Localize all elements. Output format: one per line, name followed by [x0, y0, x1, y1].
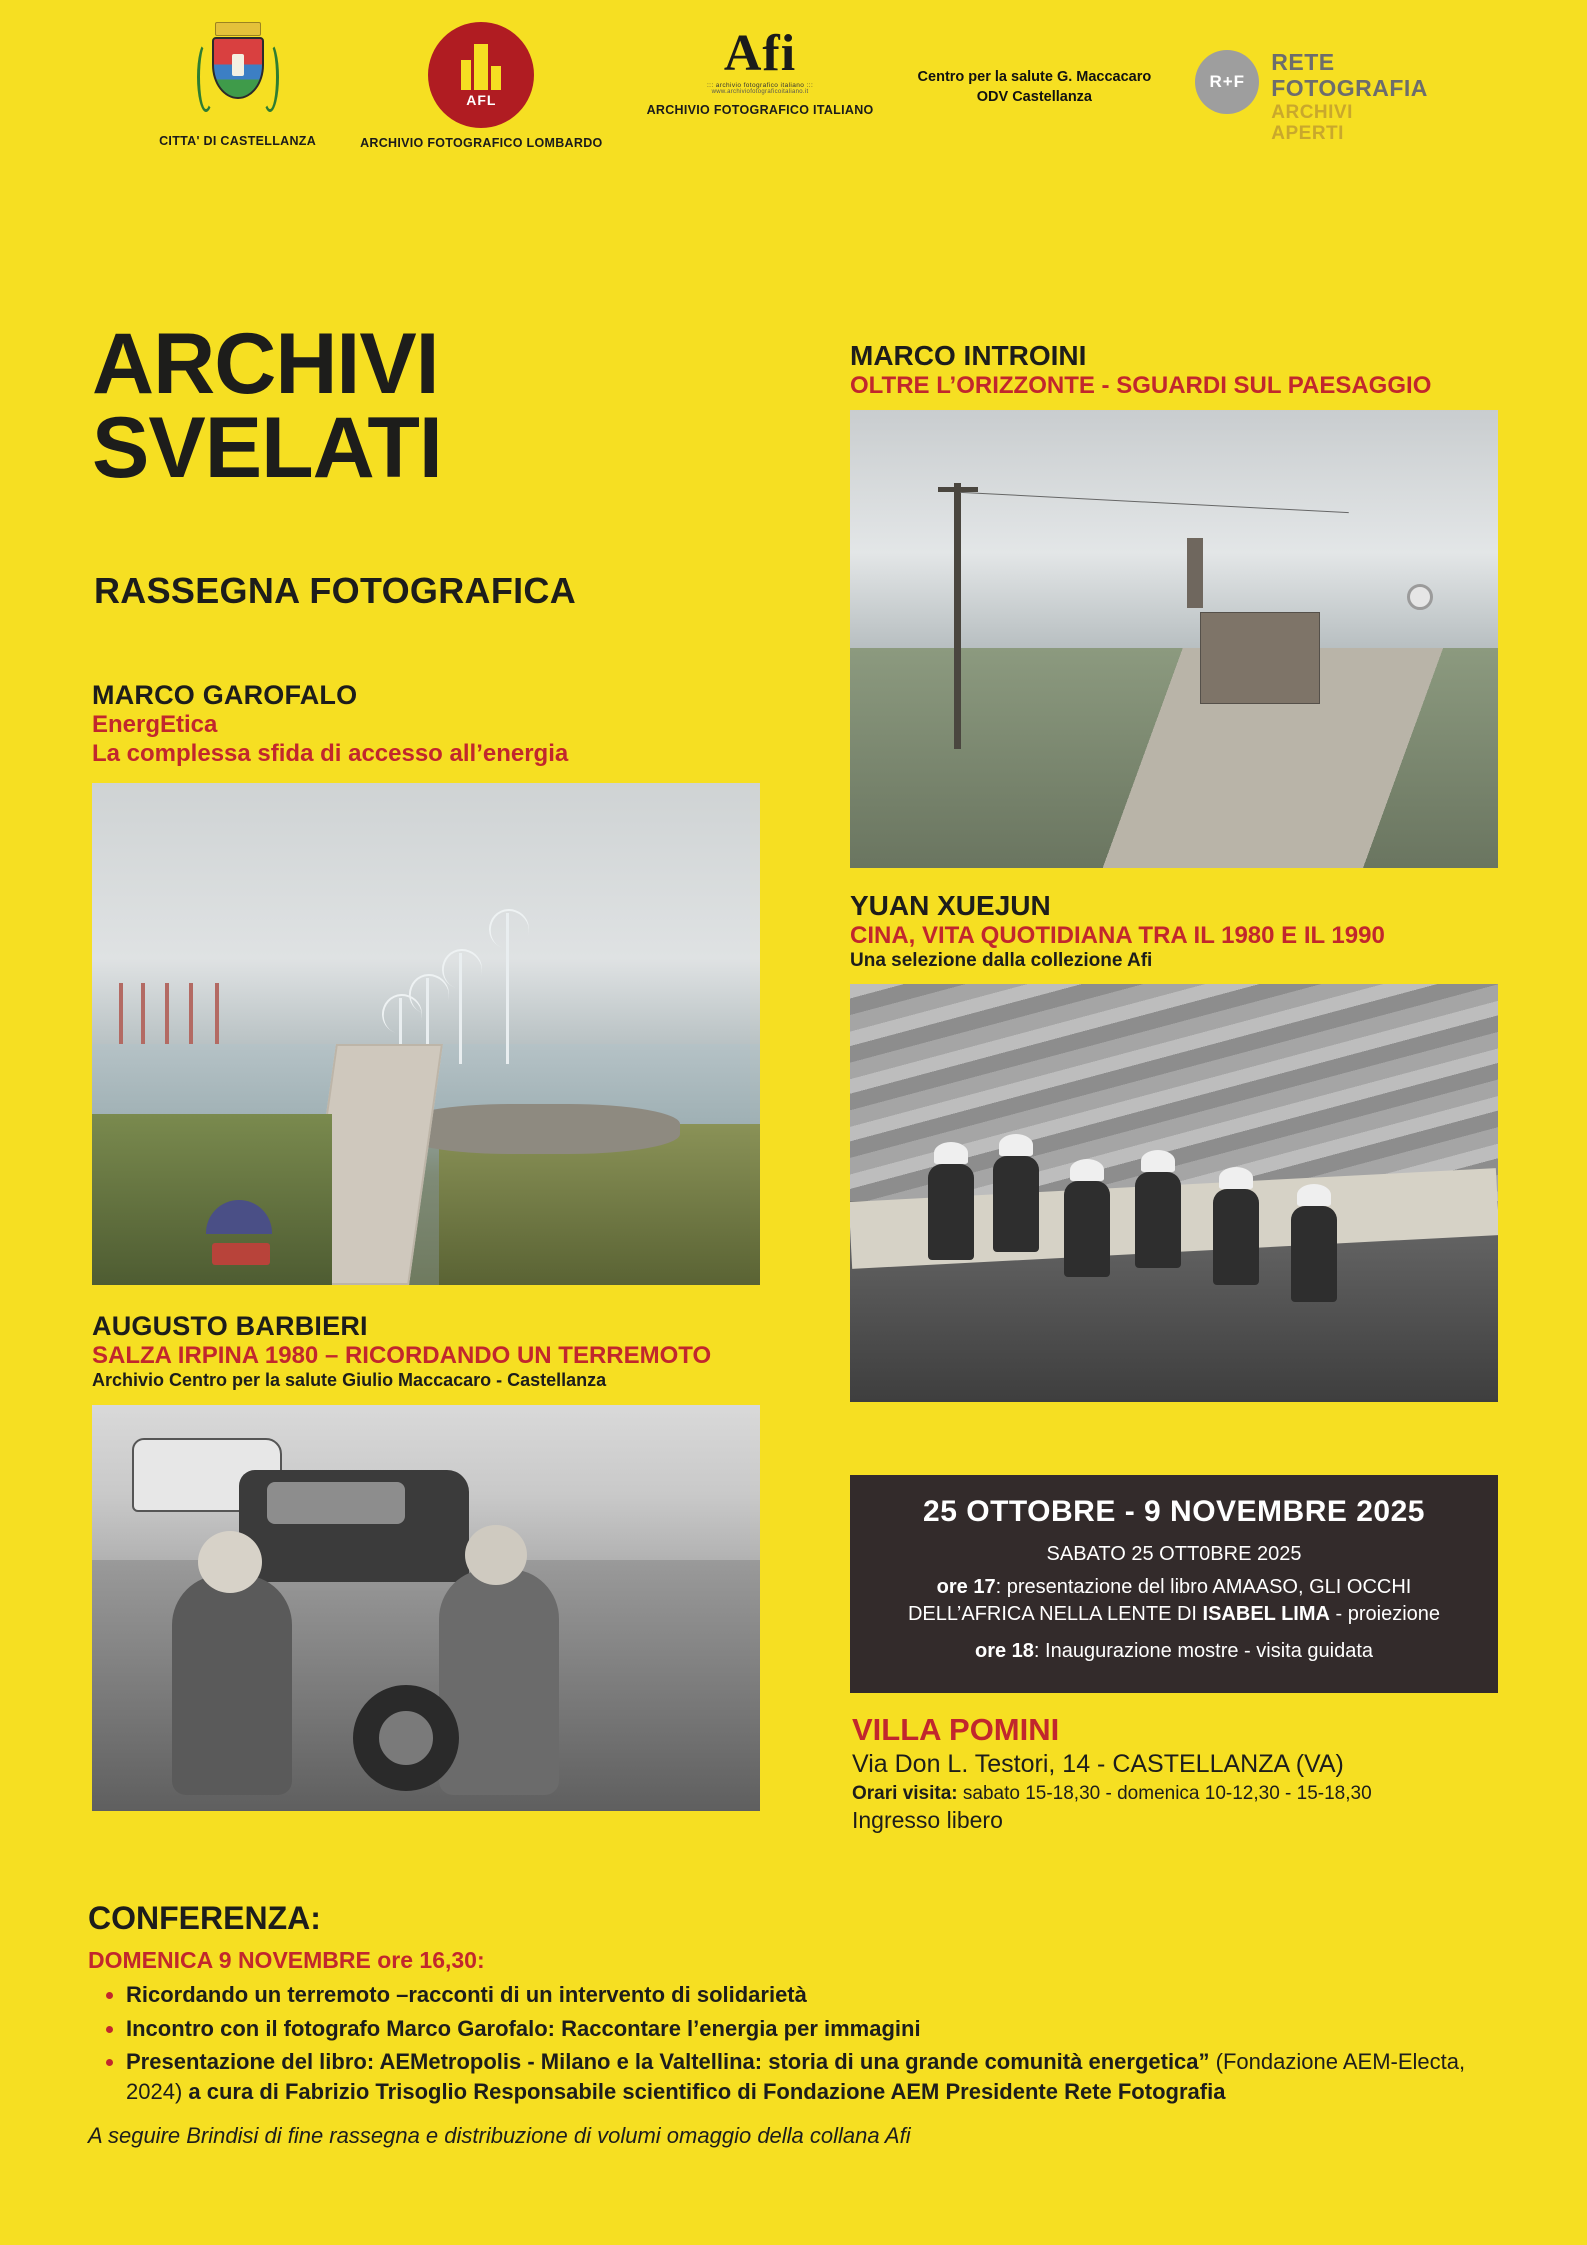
event-1-highlight: ISABEL LIMA: [1202, 1603, 1330, 1626]
artist-name: AUGUSTO BARBIERI: [92, 1310, 368, 1341]
rete-line-4: APERTI: [1271, 122, 1344, 144]
exhibition-barbieri: [92, 1311, 760, 1812]
event-2: [872, 1640, 1476, 1663]
rural-road-landscape-photo: [850, 410, 1498, 868]
conference-item-publisher: (Fondazione AEM-Electa, 2024): [126, 2049, 1466, 2105]
afi-word: Afi: [723, 25, 797, 82]
city-crest-icon: [195, 22, 281, 126]
right-column: [850, 340, 1498, 1402]
venue-free-entry: Ingresso libero: [852, 1807, 1003, 1833]
afi-url: www.archiviofotograficoitaliano.it: [711, 89, 809, 95]
page-title: [92, 316, 442, 497]
logo-caption: ARCHIVIO FOTOGRAFICO LOMBARDO: [360, 136, 603, 150]
event-2-text: : Inaugurazione mostre - visita guidata: [1033, 1640, 1373, 1663]
logo-rete-fotografia: [1173, 22, 1450, 144]
venue-name: VILLA POMINI: [852, 1712, 1060, 1747]
artist-name: MARCO INTROINI: [850, 340, 1087, 371]
afi-logo-icon: [685, 25, 835, 95]
date-range: 25 OTTOBRE - 9 NOVEMBRE 2025: [923, 1495, 1425, 1528]
date-panel: [850, 1475, 1498, 1693]
conference-item-text: Incontro con il fotografo Marco Garofalo: Raccontare l’energia per immagini: [126, 2015, 921, 2041]
event-1-text-3: - proiezione: [1329, 1603, 1441, 1626]
date-day: SABATO 25 OTT0BRE 2025: [1046, 1543, 1302, 1565]
logo-centro-salute: [896, 22, 1174, 107]
conference-block: [88, 1900, 1498, 2149]
list-item: [126, 1980, 1498, 2010]
conference-item-text: Presentazione del libro: AEMetropolis - Milano e la Valtellina: storia di una grande comunità energetica”: [126, 2049, 1210, 2075]
conference-footer: A seguire Brindisi di fine rassegna e distribuzione di volumi omaggio della collana Afi: [88, 2122, 911, 2148]
china-rice-terraces-photo: [850, 984, 1498, 1402]
logo-afl: [338, 22, 625, 150]
event-1-text: : presentazione del libro AMAASO, GLI OCCHI: [995, 1576, 1412, 1598]
artist-name: MARCO GAROFALO: [92, 680, 358, 710]
title-line-2: SVELATI: [92, 400, 442, 497]
exhibition-note: Archivio Centro per la salute Giulio Maccacaro - Castellanza: [92, 1370, 607, 1391]
centro-line-1: Centro per la salute G. Maccacaro: [917, 69, 1152, 85]
list-item: [126, 2047, 1498, 2106]
event-1: [872, 1574, 1476, 1628]
afl-circle-icon: [428, 22, 534, 128]
event-1-text-2: DELL’AFRICA NELLA LENTE DI: [907, 1603, 1203, 1626]
logo-caption: ARCHIVIO FOTOGRAFICO ITALIANO: [646, 103, 874, 117]
logo-city-castellanza: [137, 22, 338, 148]
artist-name: YUAN XUEJUN: [850, 890, 1051, 921]
left-column: [92, 680, 760, 1811]
afl-mark: AFL: [466, 92, 497, 108]
conference-list: [126, 1980, 1498, 2107]
exhibition-description: La complessa sfida di accesso all’energia: [92, 739, 569, 767]
venue-hours-label: Orari visita:: [852, 1783, 958, 1804]
rete-mark-icon: R+F: [1195, 50, 1259, 114]
conference-heading: CONFERENZA:: [88, 1900, 321, 1936]
venue-block: [852, 1712, 1512, 1834]
exhibition-title: CINA, VITA QUOTIDIANA TRA IL 1980 E IL 1990: [850, 922, 1385, 949]
rete-line-3: ARCHIVI: [1271, 101, 1353, 123]
logo-bar: [0, 22, 1587, 212]
list-item: [126, 2014, 1498, 2044]
exhibition-title: OLTRE L’ORIZZONTE - SGUARDI SUL PAESAGGIO: [850, 372, 1432, 399]
exhibition-garofalo: [92, 680, 760, 1285]
wind-turbines-photo: [92, 783, 760, 1285]
exhibition-title: SALZA IRPINA 1980 – RICORDANDO UN TERREMOTO: [92, 1341, 712, 1369]
children-with-tyre-photo: [92, 1405, 760, 1811]
venue-hours-value: sabato 15-18,30 - domenica 10-12,30 - 15-18,30: [957, 1783, 1372, 1804]
afi-subtitle: ::: archivio fotografico italiano :::: [706, 82, 814, 89]
logo-afi: [625, 22, 896, 117]
venue-address: Via Don L. Testori, 14 - CASTELLANZA (VA): [852, 1750, 1344, 1778]
event-1-time: ore 17: [936, 1576, 996, 1598]
rete-line-1: RETE: [1271, 49, 1335, 75]
title-line-1: ARCHIVI: [92, 316, 439, 412]
event-2-time: ore 18: [974, 1640, 1034, 1663]
logo-caption: CITTA' DI CASTELLANZA: [159, 134, 317, 148]
conference-item-text: Ricordando un terremoto –racconti di un intervento di solidarietà: [126, 1982, 807, 2007]
exhibition-introini: [850, 340, 1498, 868]
exhibition-title: EnergEtica: [92, 711, 218, 738]
conference-item-curator: a cura di Fabrizio Trisoglio Responsabile scientifico di Fondazione AEM Presidente Rete Fotografia: [182, 2079, 1226, 2105]
exhibition-note: Una selezione dalla collezione Afi: [850, 950, 1153, 971]
page-subtitle: RASSEGNA FOTOGRAFICA: [94, 570, 577, 611]
rete-line-2: FOTOGRAFIA: [1271, 74, 1428, 101]
conference-date: DOMENICA 9 NOVEMBRE ore 16,30:: [88, 1947, 485, 1973]
centro-line-2: ODV Castellanza: [976, 88, 1093, 105]
exhibition-xuejun: [850, 890, 1498, 1402]
